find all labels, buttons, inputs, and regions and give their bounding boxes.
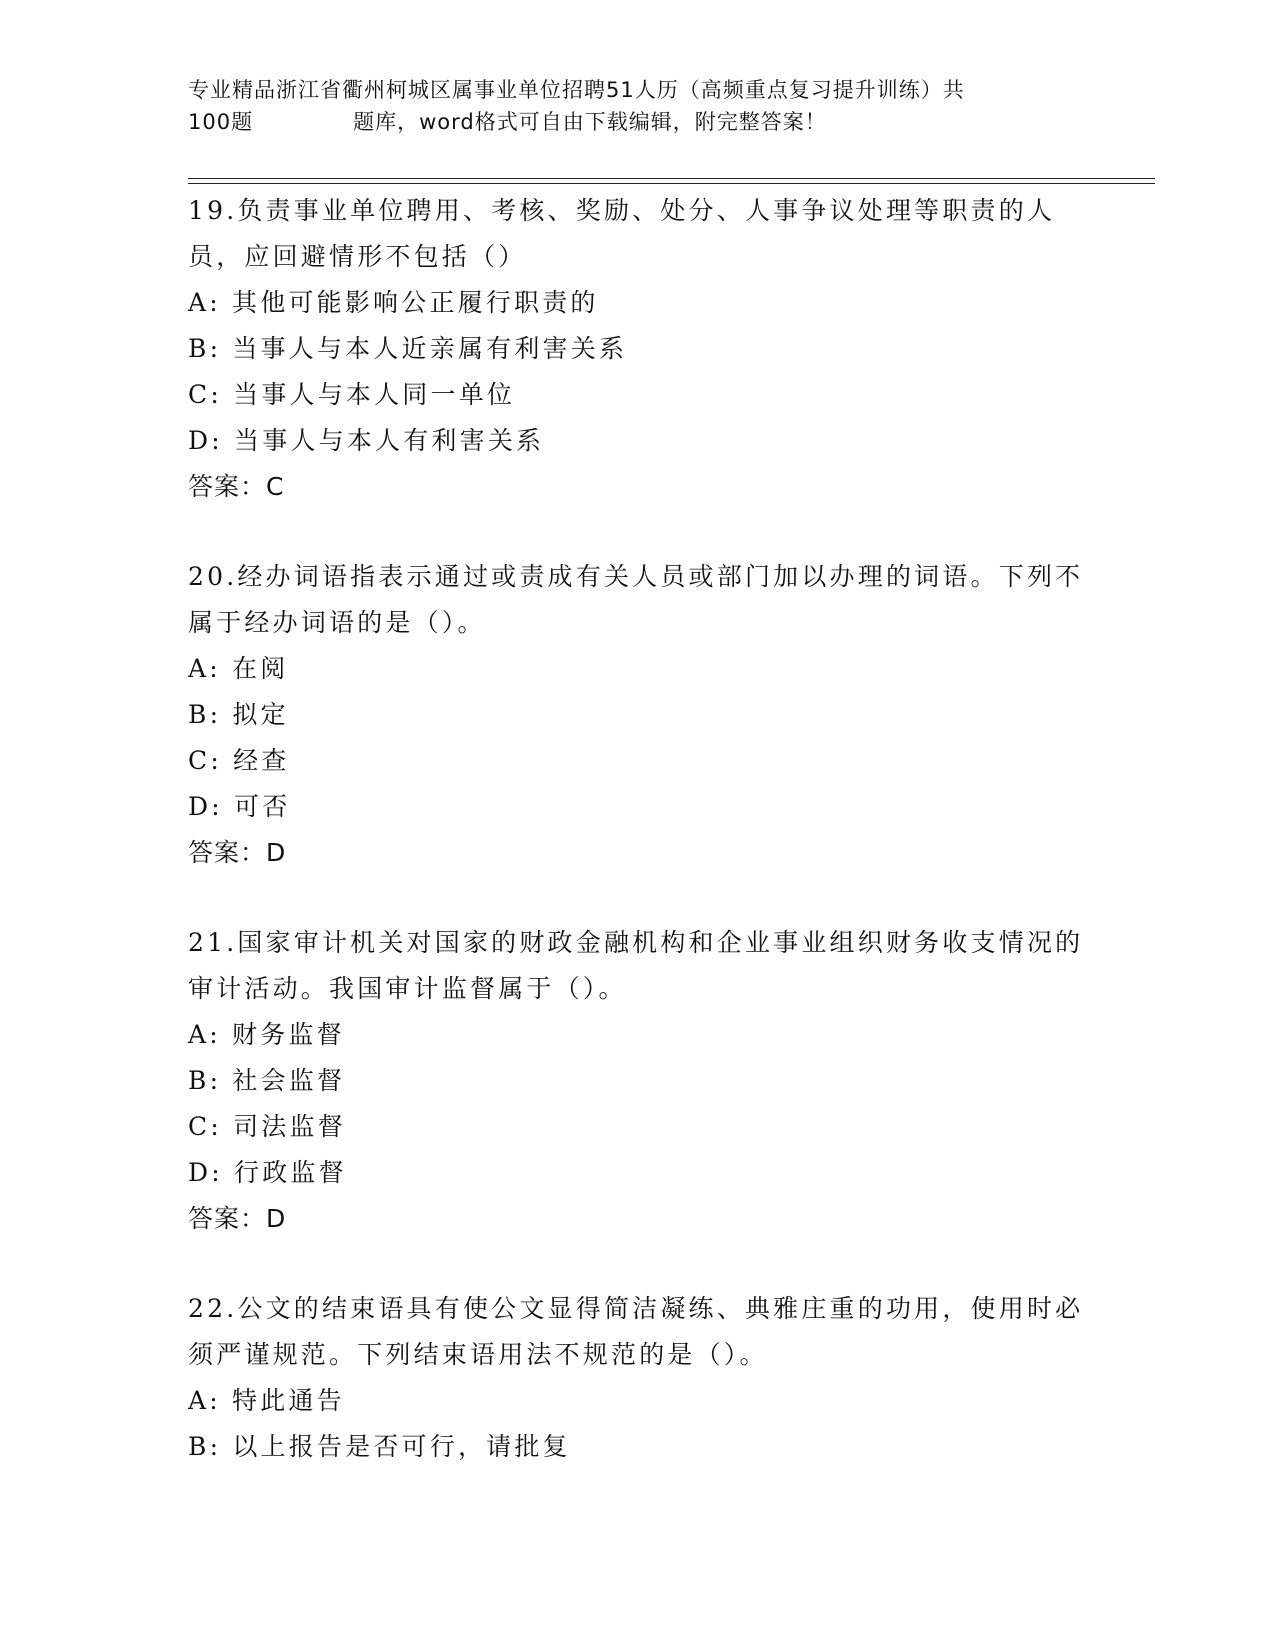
- option-b: B: 社会监督: [188, 1066, 346, 1095]
- header-divider-top: [188, 178, 1155, 179]
- option-d: D: 当事人与本人有利害关系: [188, 426, 545, 455]
- question-number: 21.: [188, 928, 238, 957]
- option-d: D: 可否: [188, 792, 291, 821]
- header-title-line1: 专业精品浙江省衢州柯城区属事业单位招聘51人历（高频重点复习提升训练）共: [188, 78, 965, 102]
- option-a: A: 在阅: [188, 654, 289, 683]
- question-20: [188, 554, 1088, 876]
- option-c: C: 当事人与本人同一单位: [188, 380, 516, 409]
- question-body: 国家审计机关对国家的财政金融机构和企业事业组织财务收支情况的审计活动。我国审计监督属于（）。: [188, 928, 1084, 1003]
- header-description: 题库，word格式可自由下载编辑，附完整答案！: [353, 110, 827, 134]
- question-list: [188, 188, 1088, 1514]
- header-divider-bottom: [188, 183, 1155, 184]
- option-b: B: 当事人与本人近亲属有利害关系: [188, 334, 628, 363]
- option-a: A: 其他可能影响公正履行职责的: [188, 288, 599, 317]
- document-header: [188, 74, 1088, 138]
- question-19: [188, 188, 1088, 510]
- option-b: B: 以上报告是否可行，请批复: [188, 1432, 571, 1461]
- question-number: 19.: [188, 196, 238, 225]
- header-title-line2: [188, 106, 1088, 138]
- answer: 答案：D: [188, 838, 287, 867]
- answer: 答案：C: [188, 472, 285, 501]
- option-a: A: 特此通告: [188, 1386, 345, 1415]
- question-text: [188, 554, 1088, 646]
- question-body: 经办词语指表示通过或责成有关人员或部门加以办理的词语。下列不属于经办词语的是（）。: [188, 562, 1084, 637]
- option-c: C: 司法监督: [188, 1112, 346, 1141]
- question-body: 公文的结束语具有使公文显得简洁凝练、典雅庄重的功用，使用时必须严谨规范。下列结束语用法不规范的是（）。: [188, 1294, 1084, 1369]
- question-text: [188, 188, 1088, 280]
- question-number: 22.: [188, 1294, 238, 1323]
- question-body: 负责事业单位聘用、考核、奖励、处分、人事争议处理等职责的人员，应回避情形不包括（）: [188, 196, 1056, 271]
- option-a: A: 财务监督: [188, 1020, 345, 1049]
- question-number: 20.: [188, 562, 238, 591]
- answer: 答案：D: [188, 1204, 287, 1233]
- header-question-count: 100题: [188, 110, 254, 134]
- question-text: [188, 920, 1088, 1012]
- option-d: D: 行政监督: [188, 1158, 347, 1187]
- question-text: [188, 1286, 1088, 1378]
- question-22: [188, 1286, 1088, 1470]
- option-b: B: 拟定: [188, 700, 289, 729]
- question-21: [188, 920, 1088, 1242]
- option-c: C: 经查: [188, 746, 290, 775]
